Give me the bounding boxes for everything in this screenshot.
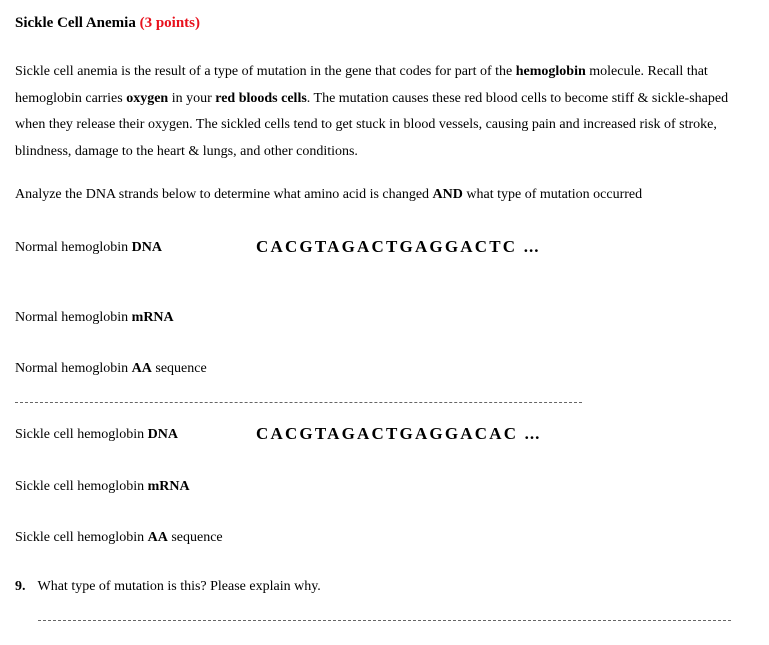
sickle-aa-label-suffix: sequence [167, 530, 223, 545]
analyze-bold-and: AND [432, 187, 463, 202]
normal-dna-ellipsis: ... [523, 237, 540, 256]
sickle-mrna-label-prefix: Sickle cell hemoglobin [15, 479, 148, 494]
sickle-dna-label-bold: DNA [147, 427, 178, 442]
normal-dna-label [15, 240, 162, 256]
normal-dna-sequence [256, 237, 539, 257]
normal-aa-label-suffix: sequence [151, 361, 207, 376]
intro-text-2: molecule. Recall that hemoglobin carries [15, 64, 708, 106]
normal-aa-label [15, 361, 207, 377]
analyze-instruction [15, 187, 642, 203]
question-text: What type of mutation is this? Please explain why. [37, 579, 321, 594]
sickle-dna-sequence [256, 424, 540, 444]
sickle-dna-label-prefix: Sickle cell hemoglobin [15, 427, 148, 442]
intro-bold-hemoglobin: hemoglobin [515, 64, 586, 79]
intro-bold-red-blood-cells: red bloods cells [215, 90, 307, 106]
intro-text-3: in your [168, 90, 216, 106]
question-9 [15, 579, 321, 595]
points-badge: (3 points) [139, 15, 201, 31]
normal-dna-letters: CACGTAGACTGAGGACTC [256, 237, 518, 256]
sickle-mrna-label-bold: mRNA [147, 479, 190, 494]
normal-mrna-label-prefix: Normal hemoglobin [15, 310, 132, 325]
intro-text-1: Sickle cell anemia is the result of a type of mutation in the gene that codes for part of the [15, 64, 516, 79]
intro-paragraph [15, 59, 745, 165]
section-divider [15, 402, 582, 403]
sickle-mrna-label [15, 479, 190, 495]
question-number: 9. [15, 579, 26, 594]
analyze-text-1: Analyze the DNA strands below to determine what amino acid is changed [15, 187, 433, 202]
title-text: Sickle Cell Anemia [15, 15, 136, 31]
sickle-aa-label [15, 530, 223, 546]
normal-dna-label-prefix: Normal hemoglobin [15, 240, 132, 255]
answer-line[interactable] [38, 620, 731, 621]
normal-mrna-label-bold: mRNA [131, 310, 174, 325]
normal-aa-label-prefix: Normal hemoglobin [15, 361, 132, 376]
sickle-dna-ellipsis: ... [524, 424, 541, 443]
analyze-text-2: what type of mutation occurred [462, 187, 643, 202]
intro-bold-oxygen: oxygen [126, 90, 169, 106]
normal-aa-label-bold: AA [131, 361, 152, 376]
sickle-dna-label [15, 427, 178, 443]
sickle-dna-letters: CACGTAGACTGAGGACAC [256, 424, 519, 443]
sickle-aa-label-bold: AA [147, 530, 168, 545]
intro-text-4: . The mutation causes these red blood cells to become stiff & sickle-shaped when they release their oxygen. The sickled cells tend to get stuck in blood vessels, causing pain and increased risk of stroke, blindness, damage to the heart & lungs, and other conditions. [15, 90, 729, 159]
normal-mrna-label [15, 310, 174, 326]
worksheet-title [15, 15, 200, 32]
normal-dna-label-bold: DNA [131, 240, 162, 255]
sickle-aa-label-prefix: Sickle cell hemoglobin [15, 530, 148, 545]
